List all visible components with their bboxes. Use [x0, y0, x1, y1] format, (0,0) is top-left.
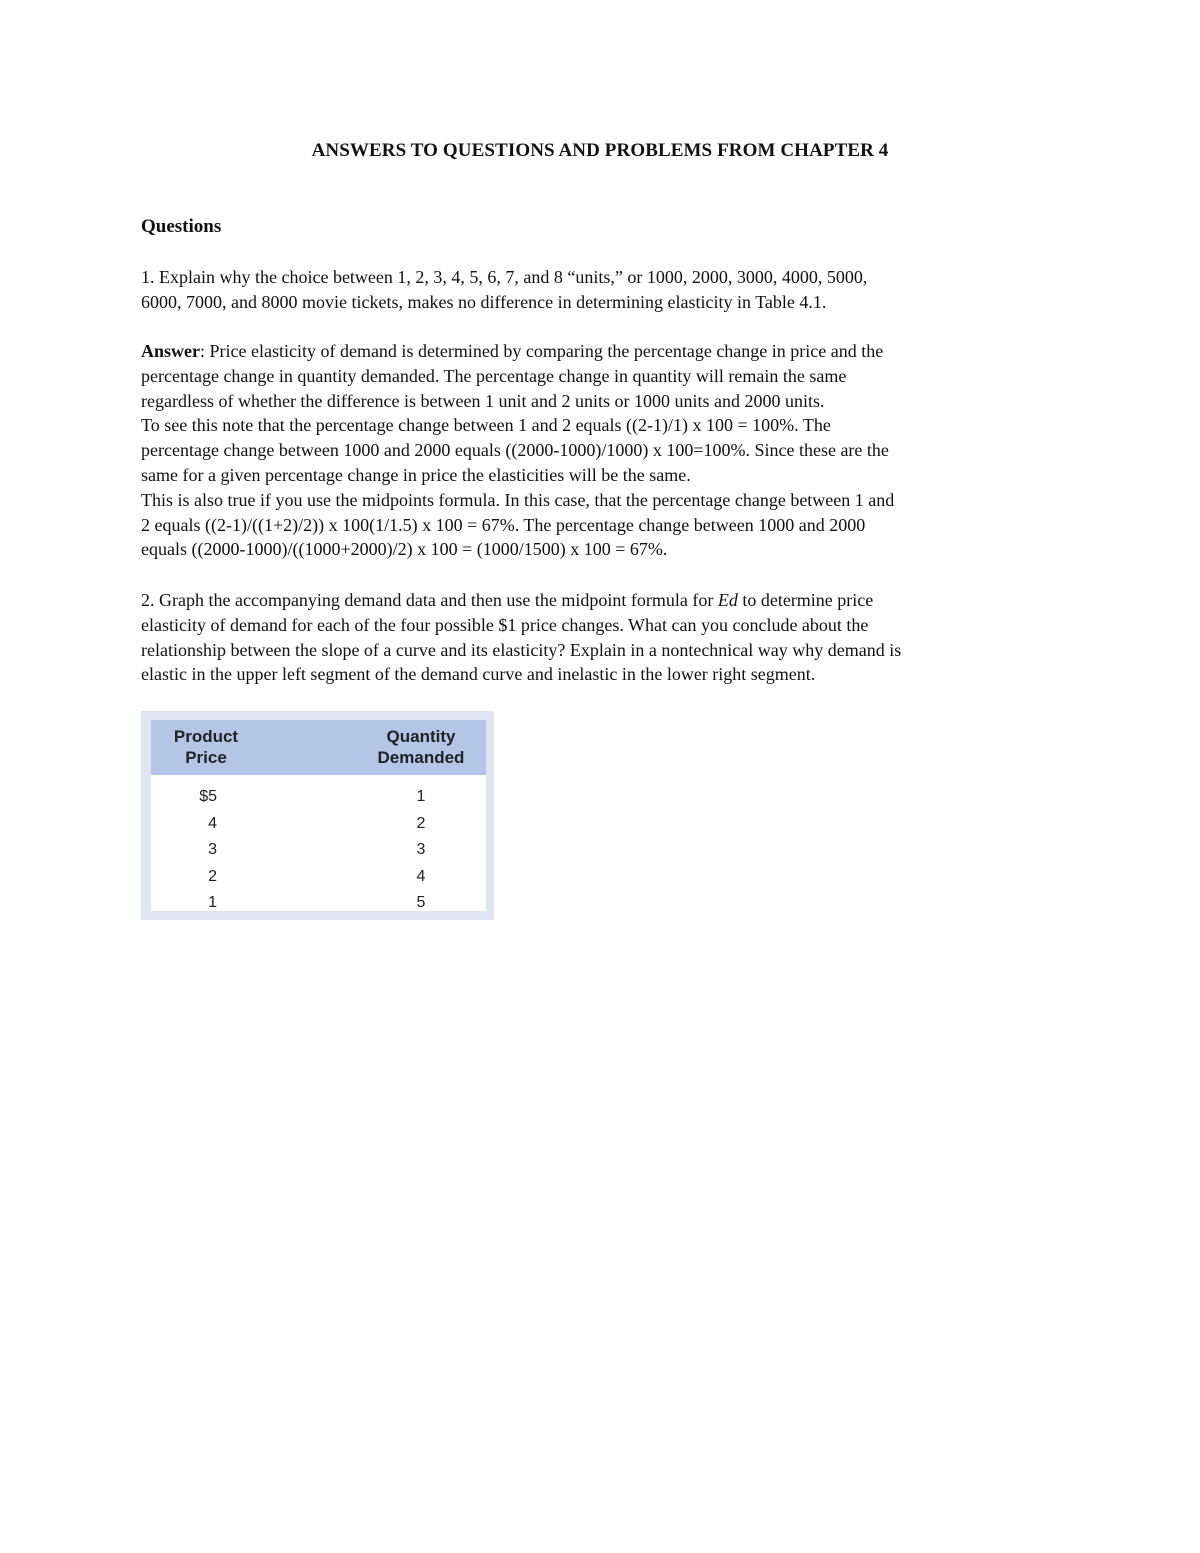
section-heading: Questions — [141, 216, 222, 237]
header-price-line: Price — [185, 748, 227, 767]
document-title: ANSWERS TO QUESTIONS AND PROBLEMS FROM CHAPTER 4 — [311, 140, 889, 161]
price-cell: 3 — [208, 841, 217, 858]
quantity-cell: 5 — [416, 894, 426, 911]
quantity-cell: 4 — [416, 867, 426, 885]
answer-label: Answer — [141, 341, 200, 361]
header-quantity-demanded — [351, 726, 491, 768]
question-2-first-line — [141, 588, 1061, 613]
question-1 — [141, 265, 1061, 315]
question-2-ed-symbol: Ed — [717, 590, 738, 610]
answer-1-line: To see this note that the percentage change between 1 and 2 equals ((2-1)/1) x 100 = 100%. The — [141, 415, 831, 436]
table-row — [151, 811, 486, 838]
question-2-line: relationship between the slope of a curve and its elasticity? Explain in a nontechnical way why demand is — [141, 639, 902, 660]
header-product-price — [151, 726, 261, 768]
question-2-line: elastic in the upper left segment of the demand curve and inelastic in the lower right segment. — [141, 664, 816, 685]
answer-1-first-line-text: : Price elasticity of demand is determined by comparing the percentage change in price and the — [200, 341, 884, 361]
demand-table-body — [151, 720, 486, 911]
answer-1-line: percentage change in quantity demanded. The percentage change in quantity will remain the same — [141, 365, 847, 386]
demand-table-rows — [151, 784, 486, 917]
header-qty-line: Demanded — [377, 748, 465, 767]
price-cell: 2 — [208, 867, 217, 885]
table-row — [151, 890, 486, 917]
price-cell: 1 — [208, 894, 217, 911]
answer-1-line: same for a given percentage change in price the elasticities will be the same. — [141, 464, 691, 485]
demand-table — [141, 711, 494, 920]
answer-1 — [141, 339, 1061, 562]
answer-1-line: This is also true if you use the midpoints formula. In this case, that the percentage change between 1 and — [141, 489, 895, 510]
question-2-text-before: 2. Graph the accompanying demand data and then use the midpoint formula for — [141, 590, 718, 610]
table-row — [151, 837, 486, 864]
header-price-line: Product — [173, 727, 239, 746]
answer-1-line: regardless of whether the difference is between 1 unit and 2 units or 1000 units and 2000 units. — [141, 390, 825, 411]
answer-1-line: percentage change between 1000 and 2000 equals ((2000-1000)/1000) x 100=100%. Since these are the — [141, 440, 889, 461]
demand-table-header — [151, 720, 486, 775]
quantity-cell: 2 — [416, 814, 426, 832]
question-1-line: 1. Explain why the choice between 1, 2, 3, 4, 5, 6, 7, and 8 “units,” or 1000, 2000, 3000, 4000, 5000, — [141, 267, 868, 287]
quantity-cell: 1 — [416, 788, 426, 805]
table-row — [151, 784, 486, 811]
answer-1-first-line — [141, 339, 1061, 364]
price-cell: 4 — [208, 814, 217, 832]
quantity-cell: 3 — [416, 841, 426, 858]
question-2-text-after: to determine price — [737, 590, 874, 610]
table-row — [151, 864, 486, 891]
question-2 — [141, 588, 1061, 687]
header-qty-line: Quantity — [386, 727, 456, 746]
answer-1-line: 2 equals ((2-1)/((1+2)/2)) x 100(1/1.5) x 100 = 67%. The percentage change between 1000 and 2000 — [141, 514, 866, 535]
answer-1-line: equals ((2000-1000)/((1000+2000)/2) x 100 = (1000/1500) x 100 = 67%. — [141, 539, 668, 560]
question-2-line: elasticity of demand for each of the four possible $1 price changes. What can you conclude about the — [141, 614, 869, 635]
price-cell: $5 — [199, 788, 217, 805]
question-1-line: 6000, 7000, and 8000 movie tickets, makes no difference in determining elasticity in Table 4.1. — [141, 291, 827, 312]
